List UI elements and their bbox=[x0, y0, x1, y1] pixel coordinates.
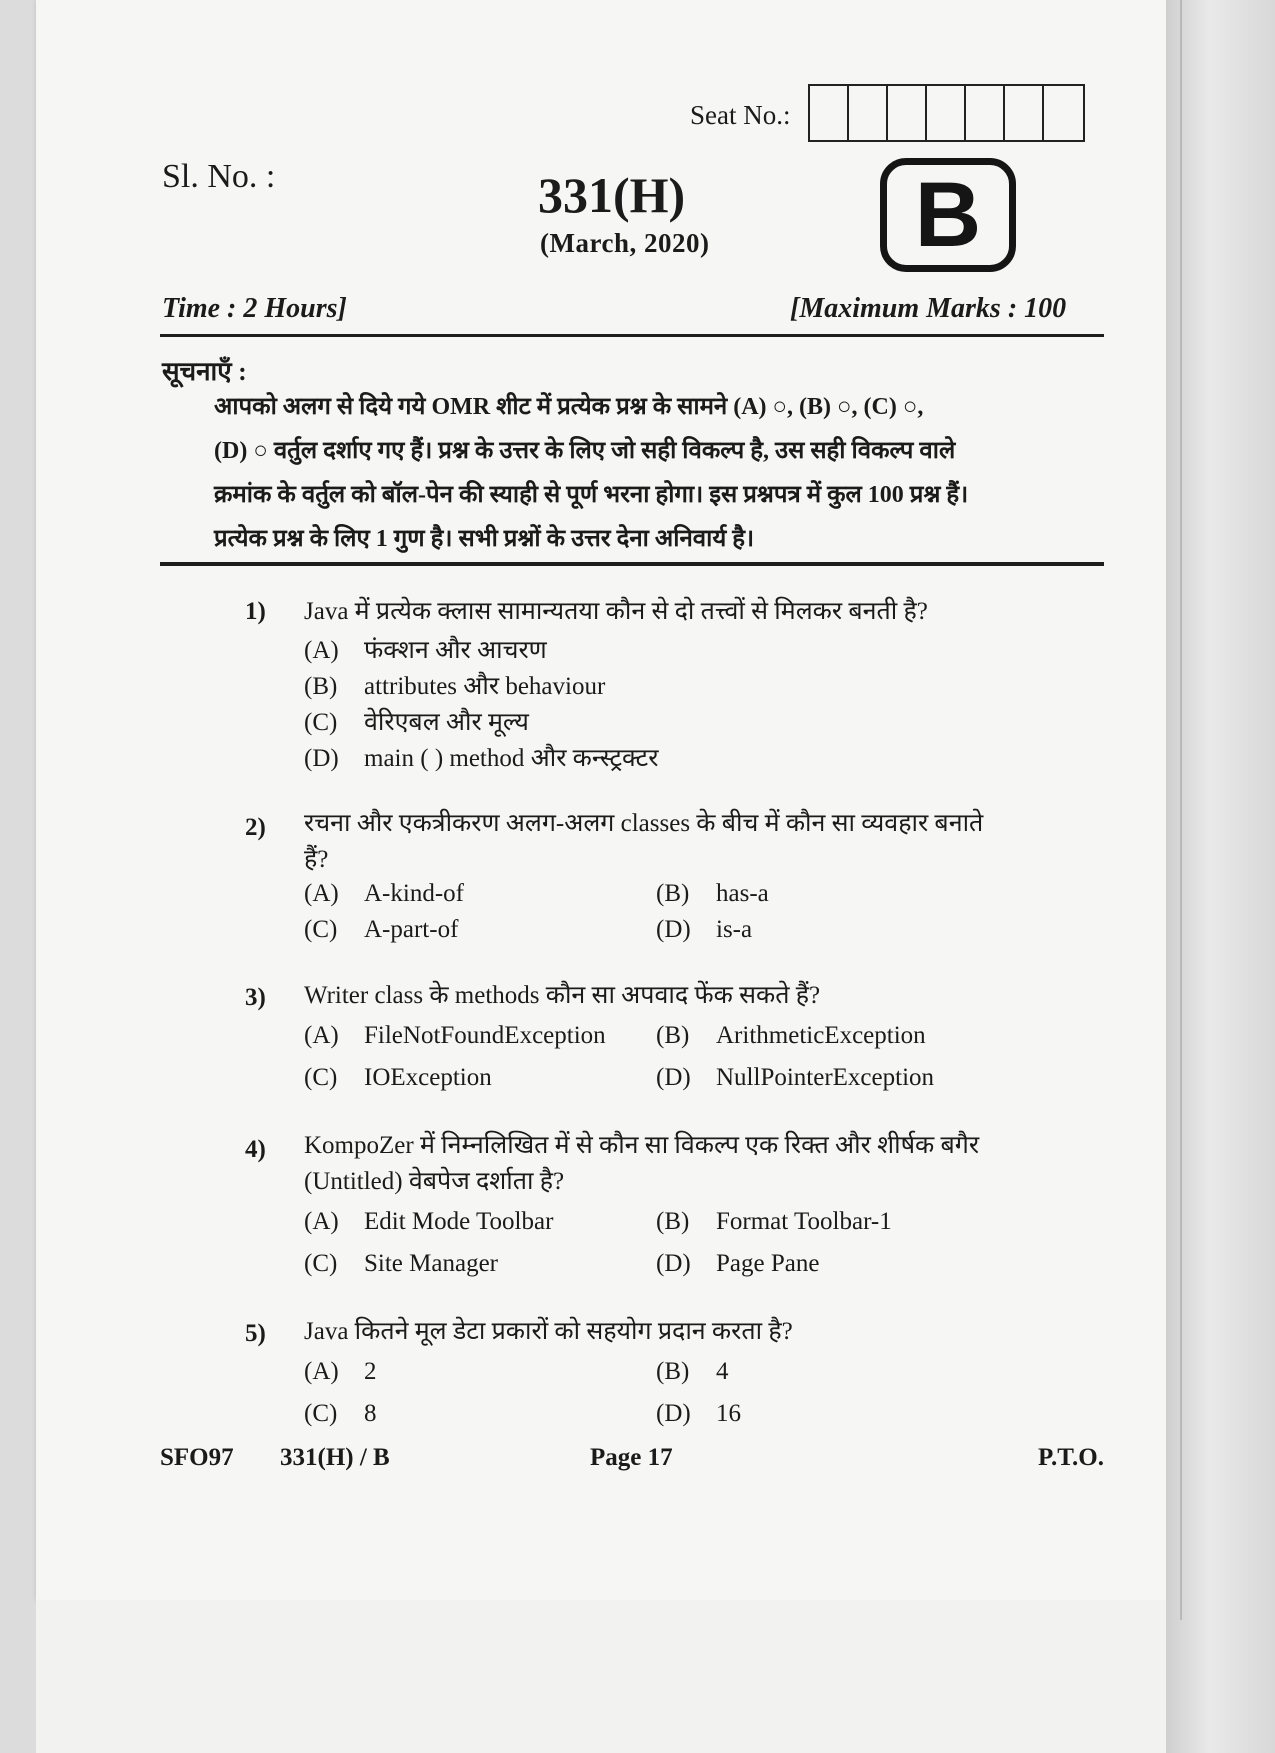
seat-number-label: Seat No.: bbox=[690, 100, 791, 130]
time-allowed: Time : 2 Hours] bbox=[162, 293, 347, 324]
instructions-heading: सूचनाएँ : bbox=[162, 357, 247, 386]
footer-page-number: Page 17 bbox=[590, 1444, 673, 1471]
sheet-bottom-margin bbox=[36, 1600, 1166, 1753]
book-binding bbox=[1166, 0, 1275, 1753]
option-a: (A) FileNotFoundException bbox=[304, 1022, 606, 1049]
instruction-line: प्रत्येक प्रश्न के लिए 1 गुण है। सभी प्रश्नों के उत्तर देना अनिवार्य है। bbox=[214, 526, 755, 552]
seat-box bbox=[810, 86, 849, 140]
serial-number-label: Sl. No. : bbox=[162, 158, 276, 195]
binding-fold-line bbox=[1180, 0, 1182, 1620]
option-d: (D) 16 bbox=[656, 1400, 741, 1427]
seat-box bbox=[927, 86, 966, 140]
instruction-line: क्रमांक के वर्तुल को बॉल-पेन की स्याही से पूर्ण भरना होगा। इस प्रश्नपत्र में कुल 100 प्रश्न हैं। bbox=[214, 482, 969, 508]
set-badge: B bbox=[880, 158, 1016, 272]
seat-number-boxes bbox=[808, 84, 1085, 142]
seat-box bbox=[1044, 86, 1083, 140]
instruction-line: आपको अलग से दिये गये OMR शीट में प्रत्येक प्रश्न के सामने (A) ○, (B) ○, (C) ○, bbox=[214, 394, 924, 420]
question-text: KompoZer में निम्नलिखित में से कौन सा विकल्प एक रिक्त और शीर्षक बगैर (Untitled) वेबपेज दर्शाता है? bbox=[304, 1132, 980, 1195]
question-number: 1) bbox=[245, 598, 266, 625]
option-b: (B) attributes और behaviour bbox=[304, 673, 606, 700]
header-divider bbox=[160, 334, 1104, 337]
option-a: (A) 2 bbox=[304, 1358, 377, 1385]
instruction-line: (D) ○ वर्तुल दर्शाए गए हैं। प्रश्न के उत्तर के लिए जो सही विकल्प है, उस सही विकल्प वाले bbox=[214, 438, 956, 464]
question-number: 2) bbox=[245, 814, 266, 841]
footer-code: SFO97 bbox=[160, 1444, 234, 1471]
option-a: (A) A-kind-of bbox=[304, 880, 464, 907]
option-a: (A) Edit Mode Toolbar bbox=[304, 1208, 554, 1235]
paper-code: 331(H) bbox=[538, 167, 686, 223]
instructions-text bbox=[214, 385, 1064, 561]
option-d: (D) is-a bbox=[656, 916, 753, 943]
option-c: (C) 8 bbox=[304, 1400, 377, 1427]
question-text: Java कितने मूल डेटा प्रकारों को सहयोग प्रदान करता है? bbox=[304, 1318, 793, 1345]
option-c: (C) A-part-of bbox=[304, 916, 459, 943]
question-text: रचना और एकत्रीकरण अलग-अलग classes के बीच में कौन सा व्यवहार बनाते हैं? bbox=[304, 810, 984, 873]
option-c: (C) वेरिएबल और मूल्य bbox=[304, 709, 529, 736]
seat-box bbox=[888, 86, 927, 140]
question-number: 4) bbox=[245, 1136, 266, 1163]
question-number: 3) bbox=[245, 984, 266, 1011]
option-b: (B) has-a bbox=[656, 880, 769, 907]
seat-box bbox=[849, 86, 888, 140]
footer-pto: P.T.O. bbox=[1038, 1444, 1104, 1471]
option-b: (B) 4 bbox=[656, 1358, 729, 1385]
option-b: (B) ArithmeticException bbox=[656, 1022, 926, 1049]
question-number: 5) bbox=[245, 1320, 266, 1347]
option-d: (D) main ( ) method और कन्स्ट्रक्टर bbox=[304, 745, 659, 772]
option-d: (D) Page Pane bbox=[656, 1250, 820, 1277]
option-b: (B) Format Toolbar-1 bbox=[656, 1208, 892, 1235]
question-text: Java में प्रत्येक क्लास सामान्यतया कौन से दो तत्त्वों से मिलकर बनती है? bbox=[304, 598, 928, 625]
option-c: (C) IOException bbox=[304, 1064, 492, 1091]
maximum-marks: [Maximum Marks : 100 bbox=[790, 293, 1067, 324]
seat-box bbox=[966, 86, 1005, 140]
option-d: (D) NullPointerException bbox=[656, 1064, 935, 1091]
question-text: Writer class के methods कौन सा अपवाद फेंक सकते हैं? bbox=[304, 982, 821, 1009]
option-a: (A) फंक्शन और आचरण bbox=[304, 637, 547, 664]
exam-date: (March, 2020) bbox=[540, 228, 710, 258]
footer-paper-set: 331(H) / B bbox=[280, 1444, 390, 1471]
instructions-divider bbox=[160, 562, 1104, 566]
seat-box bbox=[1005, 86, 1044, 140]
option-c: (C) Site Manager bbox=[304, 1250, 498, 1277]
